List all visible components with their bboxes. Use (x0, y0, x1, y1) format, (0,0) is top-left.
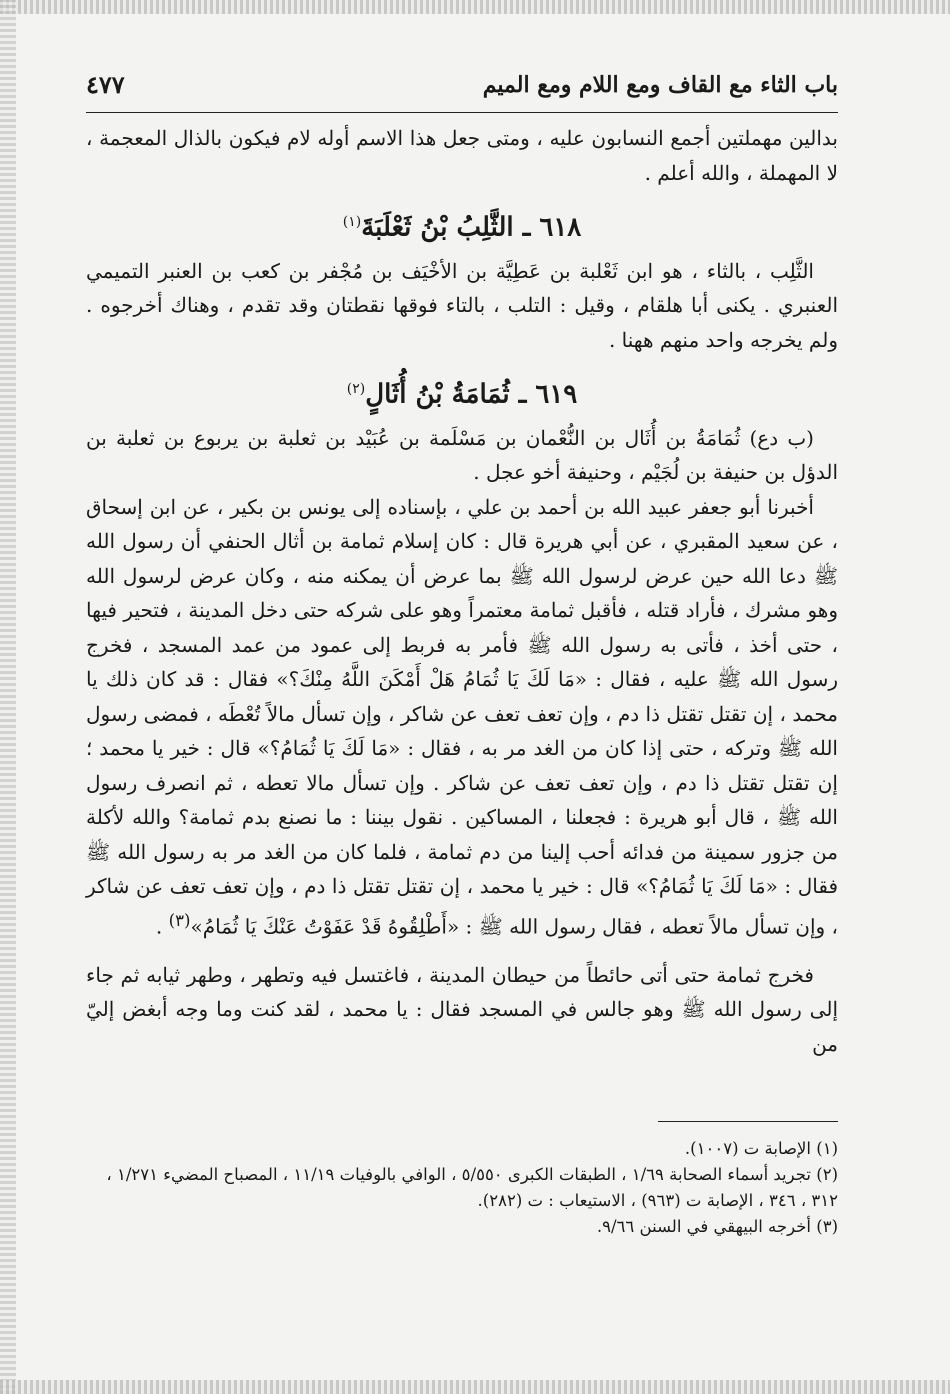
hadith-footnote-ref: (٣) (168, 910, 191, 930)
entry-619-lineage: (ب دع) ثُمَامَةُ بن أُثَال بن النُّعْمان بن مَسْلَمة بن عُبَيْد بن ثعلبة بن يربوع بن ثعلبة بن الدؤل بن حنيفة بن لُجَيْم ، وحنيفة أخو عجل . (86, 425, 838, 485)
entry-618-footnote-ref: (١) (342, 214, 362, 230)
entry-619-hadith (86, 490, 838, 944)
entry-619-heading: ٦١٩ ـ ثُمَامَةُ بْنُ أُثَالٍ (365, 379, 578, 410)
entry-618-text: الثَّلِب ، بالثاء ، هو ابن ثَعْلبة بن عَطِيَّة بن الأخْيَف بن مُجْفر بن كعب بن العنبر التميمي العنبري . يكنى أبا هلقام ، وقيل : التلب ، بالتاء فوقها نقطتان وقد تقدم ، وهناك أخرجوه . ولم يخرجه واحد منهم ههنا . (86, 258, 838, 352)
entry-618-heading: ٦١٨ ـ الثَّلِبُ بْنُ ثَعْلَبَةَ (361, 212, 582, 243)
hadith-text: أخبرنا أبو جعفر عبيد الله بن أحمد بن علي ، بإسناده إلى يونس بن بكير ، عن ابن إسحاق ، عن سعيد المقبري ، عن أبي هريرة قال : كان إسلام ثمامة بن أثال الحنفي أن رسول الله ﷺ دعا الله حين عرض لرسول الله ﷺ بما عرض أن يمكنه منه ، وكان عرض لرسول الله وهو مشرك ، فأراد قتله ، فأقبل ثمامة معتمراً وهو على شركه حتى دخل المدينة ، فتحير فيها ، حتى أخذ ، فأتى به رسول الله ﷺ فأمر به فربط إلى عمود من عمد المسجد ، فخرج رسول الله ﷺ عليه ، فقال : «مَا لَكَ يَا ثُمَامُ هَلْ أَمْكَنَ اللَّهُ مِنْكَ؟» فقال : قد كان ذلك يا محمد ، إن تقتل تقتل ذا دم ، وإن تعف تعف عن شاكر ، وإن تسأل مالاً تُعْطَه ، فمضى رسول الله ﷺ وتركه ، حتى إذا كان من الغد مر به ، فقال : «مَا لَكَ يَا ثُمَامُ؟» قال : خير يا محمد ؛ إن تقتل تقتل ذا دم ، وإن تعف تعف عن شاكر . وإن تسأل مالا تعطه ، ثم انصرف رسول الله ﷺ ، قال أبو هريرة : فجعلنا ، المساكين . نقول بيننا : ما نصنع بدم ثمامة؟ والله لأكلة من جزور سمينة من فدائه أحب إلينا من دم ثمامة ، فلما كان من الغد مر به رسول الله ﷺ فقال : «مَا لَكَ يَا ثُمَامُ؟» قال : خير يا محمد ، إن تقتل تقتل ذا دم ، وإن تعف تعف عن شاكر ، وإن تسأل مالاً تعطه ، فقال رسول الله ﷺ : «أَطْلِقُوهُ قَدْ عَفَوْتُ عَنْكَ يَا ثُمَامُ» (86, 494, 839, 939)
footnote-2: (٢) تجريد أسماء الصحابة ١/٦٩ ، الطبقات الكبرى ٥/٥٥٠ ، الوافي بالوفيات ١١/١٩ ، المصباح المضيء ١/٢٧١ ، ٣١٢ ، ٣٤٦ ، الإصابة ت (٩٦٣) ، الاستيعاب : ت (٢٨٢). (106, 1165, 838, 1211)
footnote-3: (٣) أخرجه البيهقي في السنن ٩/٦٦. (596, 1217, 838, 1237)
footnote-1: (١) الإصابة ت (١٠٠٧). (684, 1139, 838, 1159)
entry-619-title (86, 369, 838, 415)
paragraph-continuation: بدالين مهملتين أجمع النسابون عليه ، ومتى جعل هذا الاسم أوله لام فيكون بالذال المعجمة ، لا المهملة ، والله أعلم . (86, 126, 839, 185)
entry-619-continuation: فخرج ثمامة حتى أتى حائطاً من حيطان المدينة ، فاغتسل فيه وتطهر ، وطهر ثيابه ثم جاء إلى رسول الله ﷺ وهو جالس في المسجد فقال : يا محمد ، لقد كنت وما وجه أبغض إليّ من (86, 962, 838, 1056)
page-number: ٤٧٧ (86, 70, 125, 99)
page-top-edge (0, 0, 950, 14)
page-binding-edge (0, 0, 16, 1394)
page-bottom-edge (0, 1380, 950, 1394)
hadith-end: . (155, 914, 169, 939)
page-header (86, 60, 838, 113)
entry-619-footnote-ref: (٢) (346, 381, 366, 398)
book-page (86, 60, 838, 1360)
entry-618-title (86, 202, 838, 248)
footnote-separator (658, 1121, 838, 1122)
running-title: باب الثاء مع القاف ومع اللام ومع الميم (482, 72, 838, 98)
